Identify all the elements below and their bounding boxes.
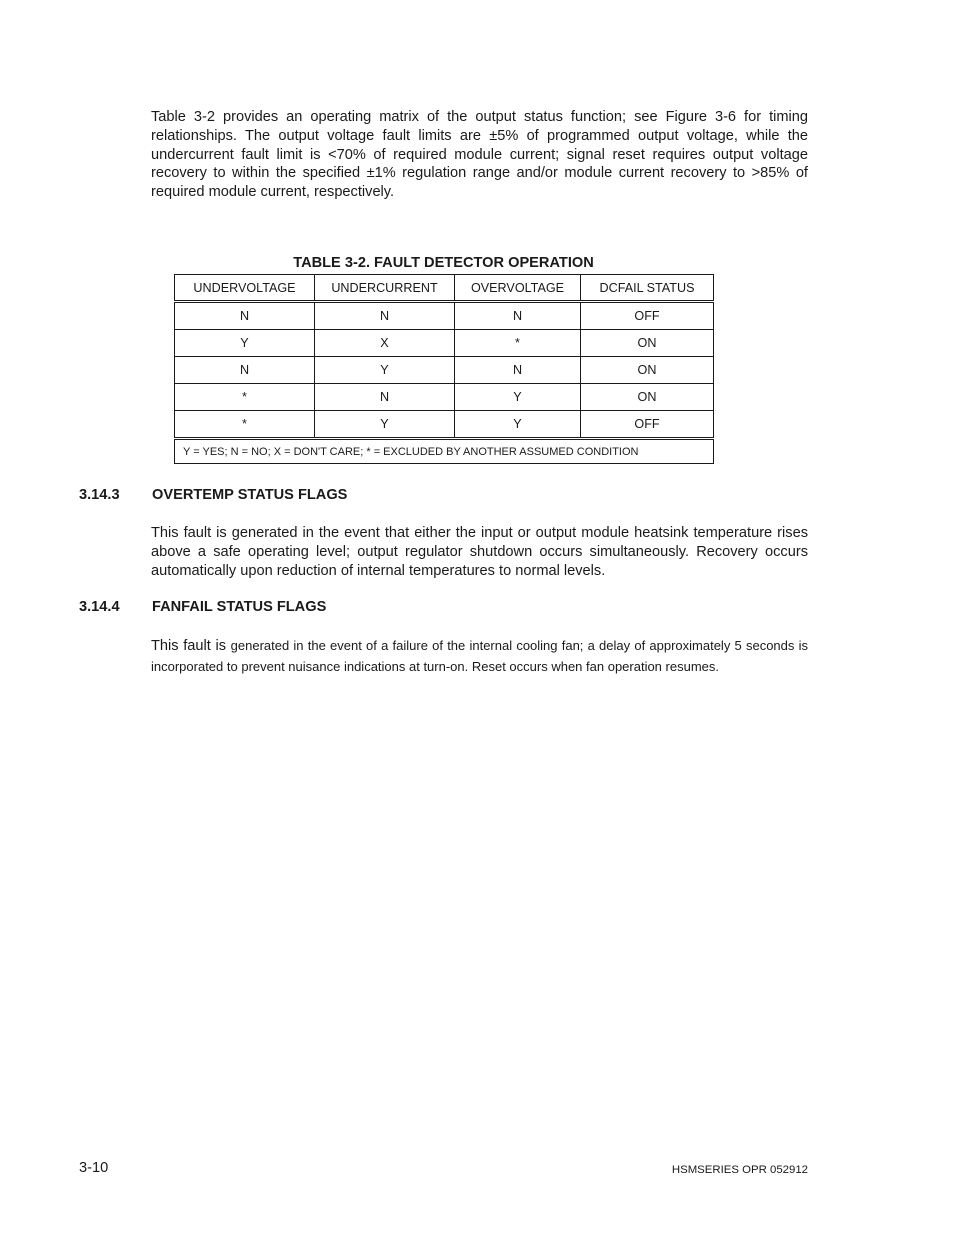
table-row	[175, 302, 714, 330]
fanfail-paragraph-lead: This fault is	[151, 638, 231, 654]
section-number: 3.14.3	[79, 487, 120, 503]
table-cell: *	[455, 330, 581, 357]
section-title: FANFAIL STATUS FLAGS	[152, 599, 327, 615]
column-header: UNDERVOLTAGE	[175, 275, 315, 302]
fault-detector-table	[174, 274, 714, 464]
table-cell: Y	[455, 384, 581, 411]
table-cell: X	[315, 330, 455, 357]
intro-paragraph: Table 3-2 provides an operating matrix of the output status function; see Figure 3-6 for timing relationships. The output voltage fault limits are ±5% of programmed output voltage, while the undercurrent fault limit is <70% of required module current; signal reset requires output voltage recovery to within the specified ±1% regulation range and/or module current recovery to >85% of required module current, respectively.	[151, 109, 808, 201]
table-cell: ON	[581, 330, 714, 357]
table-row	[175, 330, 714, 357]
table-cell: N	[175, 357, 315, 384]
table-cell: Y	[315, 411, 455, 439]
table-cell: *	[175, 411, 315, 439]
table-cell: N	[455, 357, 581, 384]
table-cell: ON	[581, 357, 714, 384]
table-note: Y = YES; N = NO; X = DON'T CARE; * = EXCLUDED BY ANOTHER ASSUMED CONDITION	[175, 439, 714, 464]
section-number: 3.14.4	[79, 599, 120, 615]
table-cell: N	[175, 302, 315, 330]
table-title: TABLE 3-2. FAULT DETECTOR OPERATION	[293, 255, 594, 271]
overtemp-paragraph: This fault is generated in the event that either the input or output module heatsink temperature rises above a safe operating level; output regulator shutdown occurs simultaneously. Recovery occurs automatically upon reduction of internal temperatures to normal levels.	[151, 525, 808, 579]
section-heading-fanfail	[79, 598, 326, 616]
section-heading-overtemp	[79, 486, 347, 504]
column-header: OVERVOLTAGE	[455, 275, 581, 302]
column-header: DCFAIL STATUS	[581, 275, 714, 302]
column-header: UNDERCURRENT	[315, 275, 455, 302]
table-cell: N	[455, 302, 581, 330]
table-row	[175, 411, 714, 439]
table-cell: N	[315, 302, 455, 330]
fanfail-paragraph	[151, 636, 808, 676]
table-cell: Y	[455, 411, 581, 439]
table-cell: N	[315, 384, 455, 411]
fanfail-paragraph-text: generated in the event of a failure of the internal cooling fan; a delay of approximately 5 seconds is incorporated to prevent nuisance indications at turn-on. Reset occurs when fan operation resumes.	[151, 638, 808, 674]
table-header-row	[175, 275, 714, 302]
table-cell: OFF	[581, 411, 714, 439]
table-cell: Y	[175, 330, 315, 357]
table-cell: OFF	[581, 302, 714, 330]
table-cell: Y	[315, 357, 455, 384]
table-row	[175, 357, 714, 384]
table-note-row	[175, 439, 714, 464]
table-cell: ON	[581, 384, 714, 411]
page-number: 3-10	[79, 1160, 109, 1176]
table-cell: *	[175, 384, 315, 411]
table-row	[175, 384, 714, 411]
document-id: HSMSERIES OPR 052912	[671, 1164, 808, 1176]
section-title: OVERTEMP STATUS FLAGS	[152, 487, 348, 503]
